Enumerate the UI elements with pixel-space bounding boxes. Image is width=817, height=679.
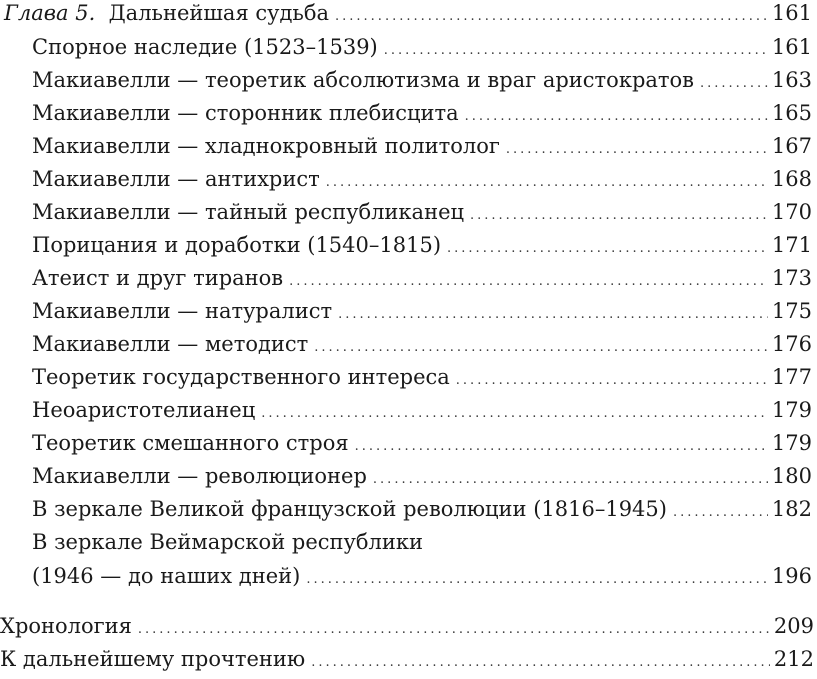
- toc-chapter-row[interactable]: [4, 0, 812, 29]
- dot-leader: [311, 647, 770, 679]
- toc-entry[interactable]: [32, 262, 812, 294]
- dot-leader: [335, 1, 768, 33]
- toc-entry-label: (1946 — до наших дней): [32, 564, 301, 588]
- toc-entry-label: Спорное наследие (1523–1539): [32, 35, 378, 59]
- dot-leader: [700, 68, 768, 100]
- toc-entry-label: Макиавелли — антихрист: [32, 167, 320, 191]
- toc-page-number: 179: [771, 398, 812, 422]
- toc-backmatter-entry[interactable]: [0, 610, 814, 642]
- toc-page-number: 176: [771, 332, 812, 356]
- toc-entry-label: Хронология: [0, 614, 132, 638]
- dot-leader: [138, 614, 770, 646]
- toc-entry[interactable]: [32, 196, 812, 228]
- toc-entry[interactable]: [32, 31, 812, 63]
- toc-entry-label: Теоретик государственного интереса: [32, 365, 450, 389]
- toc-entry-label: Макиавелли — тайный республиканец: [32, 200, 464, 224]
- dot-leader: [384, 35, 768, 67]
- toc-entry[interactable]: [32, 130, 812, 162]
- toc-page-number: 182: [771, 497, 812, 521]
- toc-page-number: 168: [771, 167, 812, 191]
- toc-entry[interactable]: [32, 460, 812, 492]
- dot-leader: [355, 431, 768, 463]
- dot-leader: [314, 332, 768, 364]
- toc-entry-label: К дальнейшему прочтению: [0, 647, 306, 671]
- toc-entry-label: Макиавелли — методист: [32, 332, 309, 356]
- chapter-title: Дальнейшая судьба: [108, 1, 330, 25]
- dot-leader: [456, 365, 768, 397]
- toc-chapter-label: [4, 0, 329, 29]
- dot-leader: [470, 200, 768, 232]
- toc-entry[interactable]: [32, 328, 812, 360]
- dot-leader: [673, 497, 768, 529]
- toc-entry-label: Теоретик смешанного строя: [32, 431, 349, 455]
- dot-leader: [289, 266, 768, 298]
- toc-entry-label: Макиавелли — хладнокровный политолог: [32, 134, 500, 158]
- toc-entry[interactable]: [32, 295, 812, 327]
- toc-entry-label: Макиавелли — натуралист: [32, 299, 333, 323]
- toc-entry[interactable]: [32, 97, 812, 129]
- toc-page-number: 180: [771, 464, 812, 488]
- toc-backmatter-entry[interactable]: [0, 643, 814, 675]
- dot-leader: [447, 233, 768, 265]
- toc-page-number: 163: [771, 68, 812, 92]
- toc-page-number: 209: [773, 614, 814, 638]
- toc-page-number: 171: [771, 233, 812, 257]
- toc-entry[interactable]: [32, 427, 812, 459]
- dot-leader: [326, 167, 768, 199]
- toc-entry[interactable]: [32, 229, 812, 261]
- toc-entry-label: Макиавелли — сторонник плебисцита: [32, 101, 459, 125]
- toc-page-number: 196: [771, 564, 812, 588]
- toc-page-number: 161: [771, 1, 812, 25]
- toc-page-number: 177: [771, 365, 812, 389]
- dot-leader: [306, 564, 768, 596]
- toc-page-number: 170: [771, 200, 812, 224]
- toc-entry-wrapped-line2[interactable]: [32, 560, 812, 592]
- chapter-prefix: Глава 5.: [4, 1, 96, 25]
- toc-page-number: 179: [771, 431, 812, 455]
- toc-entry-wrapped-line1[interactable]: В зеркале Веймарской республики: [32, 530, 423, 554]
- toc-entry-label: Макиавелли — теоретик абсолютизма и враг аристократов: [32, 68, 694, 92]
- toc-page-number: 173: [771, 266, 812, 290]
- toc-entry[interactable]: [32, 64, 812, 96]
- toc-entry[interactable]: [32, 394, 812, 426]
- toc-entry[interactable]: [32, 493, 812, 525]
- toc-entry-label: Макиавелли — революционер: [32, 464, 367, 488]
- toc-page-number: 165: [771, 101, 812, 125]
- toc-entry-label: В зеркале Великой французской революции (1816–1945): [32, 497, 667, 521]
- toc-page-number: 167: [771, 134, 812, 158]
- toc-entry-label: Неоаристотелианец: [32, 398, 256, 422]
- toc-page-number: 212: [773, 647, 814, 671]
- toc-entry-label: Порицания и доработки (1540–1815): [32, 233, 442, 257]
- toc-entry[interactable]: [32, 163, 812, 195]
- toc-entry[interactable]: [32, 361, 812, 393]
- dot-leader: [338, 299, 768, 331]
- dot-leader: [465, 101, 768, 133]
- toc-entry-label: Атеист и друг тиранов: [32, 266, 284, 290]
- dot-leader: [506, 134, 768, 166]
- toc-page-number: 175: [771, 299, 812, 323]
- toc-page-number: 161: [771, 35, 812, 59]
- dot-leader: [261, 398, 768, 430]
- dot-leader: [373, 464, 768, 496]
